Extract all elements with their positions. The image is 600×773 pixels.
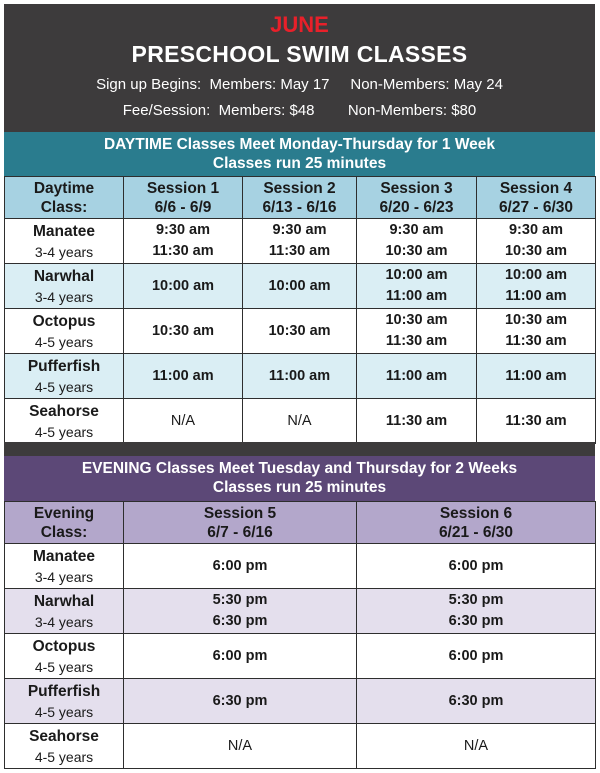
time-cell: 10:30 am <box>124 309 243 354</box>
time-cell: 6:00 pm <box>124 634 357 679</box>
daytime-banner-line2: Classes run 25 minutes <box>212 155 387 172</box>
session-label: Session 3 <box>380 179 453 197</box>
time-cell: 10:30 am 11:30 am <box>357 309 477 354</box>
table-row <box>5 309 596 354</box>
evening-schedule-table <box>4 501 596 769</box>
time-cell: 10:30 am 11:30 am <box>477 309 596 354</box>
session-label: Session 6 <box>439 504 513 522</box>
table-row <box>5 399 596 444</box>
time-cell: N/A <box>243 399 357 444</box>
time-cell: 11:00 am <box>357 354 477 399</box>
time-cell: 11:00 am <box>124 354 243 399</box>
time-cell: 6:00 pm <box>357 634 596 679</box>
time-cell: 9:30 am 11:30 am <box>124 219 243 264</box>
time-cell: 6:30 pm <box>124 679 357 724</box>
fee-info: Fee/Session: Members: $48 Non-Members: $80 <box>122 102 477 119</box>
daytime-class-header: Daytime Class: <box>5 177 124 219</box>
session-header <box>124 502 357 544</box>
session-header <box>243 177 357 219</box>
session-dates: 6/21 - 6/30 <box>438 523 514 541</box>
page-title: PRESCHOOL SWIM CLASSES <box>131 41 468 67</box>
table-row <box>5 264 596 309</box>
class-name-cell: Pufferfish 4-5 years <box>5 679 124 724</box>
session-header <box>477 177 596 219</box>
session-dates: 6/20 - 6/23 <box>379 198 454 216</box>
table-row <box>5 354 596 399</box>
evening-banner-line1: EVENING Classes Meet Tuesday and Thursday for 2 Weeks <box>81 460 518 477</box>
flyer-header <box>4 4 595 132</box>
time-cell: N/A <box>124 724 357 769</box>
signup-dates: Sign up Begins: Members: May 17 Non-Members: May 24 <box>96 76 503 93</box>
class-name-cell: Manatee 3-4 years <box>5 219 124 264</box>
time-cell: 9:30 am 11:30 am <box>243 219 357 264</box>
session-label: Session 4 <box>499 179 573 197</box>
evening-banner-line2: Classes run 25 minutes <box>212 479 387 496</box>
session-header <box>357 177 477 219</box>
class-name-cell: Seahorse 4-5 years <box>5 724 124 769</box>
time-cell: 11:00 am <box>477 354 596 399</box>
evening-banner <box>4 456 595 501</box>
time-cell: 10:00 am 11:00 am <box>357 264 477 309</box>
time-cell: 5:30 pm 6:30 pm <box>357 589 596 634</box>
section-divider <box>4 442 595 456</box>
class-name-cell: Narwhal 3-4 years <box>5 264 124 309</box>
session-header <box>357 502 596 544</box>
daytime-banner <box>4 132 595 176</box>
month-title: JUNE <box>270 12 329 37</box>
session-dates: 6/6 - 6/9 <box>154 198 212 216</box>
time-cell: 10:30 am <box>243 309 357 354</box>
table-row <box>5 634 596 679</box>
time-cell: N/A <box>357 724 596 769</box>
session-label: Session 2 <box>263 179 336 197</box>
class-name-cell: Narwhal 3-4 years <box>5 589 124 634</box>
time-cell: 6:30 pm <box>357 679 596 724</box>
daytime-banner-line1: DAYTIME Classes Meet Monday-Thursday for 1 Week <box>103 136 496 153</box>
class-name-cell: Octopus 4-5 years <box>5 309 124 354</box>
session-label: Session 5 <box>203 504 277 522</box>
time-cell: 9:30 am 10:30 am <box>477 219 596 264</box>
table-row <box>5 589 596 634</box>
class-name-cell: Pufferfish 4-5 years <box>5 354 124 399</box>
daytime-header-row <box>5 177 596 219</box>
class-name-cell: Manatee 3-4 years <box>5 544 124 589</box>
time-cell: 11:30 am <box>357 399 477 444</box>
time-cell: 10:00 am <box>124 264 243 309</box>
evening-header-row <box>5 502 596 544</box>
session-dates: 6/7 - 6/16 <box>207 523 273 541</box>
time-cell: 9:30 am 10:30 am <box>357 219 477 264</box>
time-cell: 6:00 pm <box>124 544 357 589</box>
time-cell: 10:00 am 11:00 am <box>477 264 596 309</box>
time-cell: 5:30 pm 6:30 pm <box>124 589 357 634</box>
session-dates: 6/27 - 6/30 <box>498 198 574 216</box>
session-label: Session 1 <box>146 179 220 197</box>
session-header <box>124 177 243 219</box>
time-cell: N/A <box>124 399 243 444</box>
table-row <box>5 544 596 589</box>
table-row <box>5 219 596 264</box>
daytime-schedule-table <box>4 176 596 444</box>
time-cell: 11:00 am <box>243 354 357 399</box>
table-row <box>5 679 596 724</box>
time-cell: 11:30 am <box>477 399 596 444</box>
session-dates: 6/13 - 6/16 <box>262 198 337 216</box>
time-cell: 10:00 am <box>243 264 357 309</box>
swim-schedule-flyer <box>4 4 595 770</box>
time-cell: 6:00 pm <box>357 544 596 589</box>
evening-class-header: Evening Class: <box>5 502 124 544</box>
class-name-cell: Octopus 4-5 years <box>5 634 124 679</box>
class-name-cell: Seahorse 4-5 years <box>5 399 124 444</box>
table-row <box>5 724 596 769</box>
